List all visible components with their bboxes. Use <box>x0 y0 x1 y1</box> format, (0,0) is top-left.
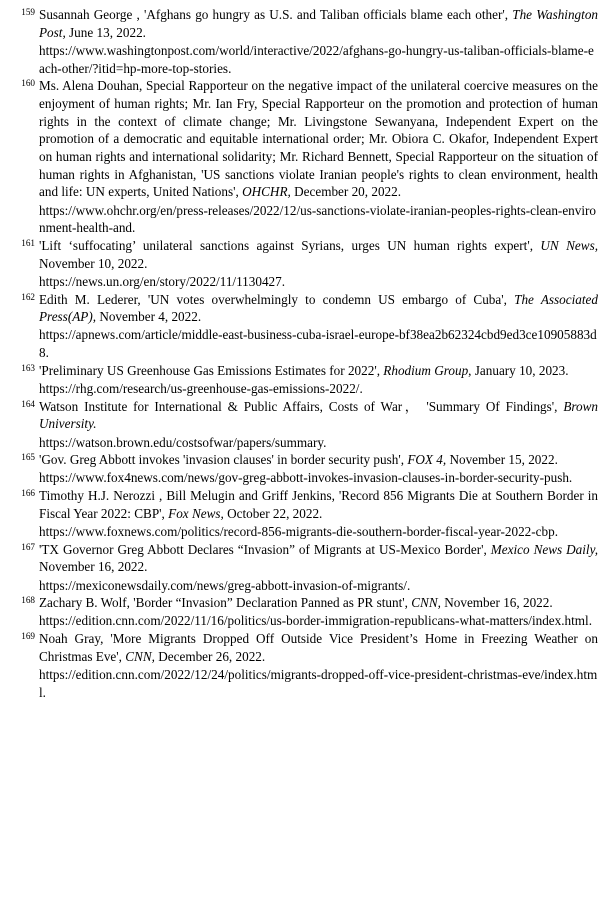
endnote-url[interactable]: https://edition.cnn.com/2022/12/24/politics/migrants-dropped-off-vice-president-christmas-eve/index.html. <box>39 666 598 700</box>
endnote-url[interactable]: https://www.foxnews.com/politics/record-856-migrants-die-southern-border-fiscal-year-2022-cbp. <box>39 523 558 539</box>
endnote-source: CNN, <box>125 648 155 664</box>
endnote <box>17 487 598 522</box>
endnote-number: 169 <box>21 631 35 642</box>
endnote-body <box>39 594 598 612</box>
endnote-url[interactable]: https://edition.cnn.com/2022/11/16/politics/us-border-immigration-republicans-what-matters/index.html. <box>39 613 593 629</box>
endnote-url[interactable]: https://www.washingtonpost.com/world/interactive/2022/afghans-go-hungry-us-taliban-officials-blame-each-other/?itid=hp-more-top-stories. <box>39 42 594 76</box>
endnote-number: 168 <box>21 595 35 606</box>
endnote-date: December 20, 2022. <box>294 184 402 200</box>
endnote-body <box>39 291 598 326</box>
endnote-body <box>39 541 598 576</box>
endnote-date: November 10, 2022. <box>39 255 148 271</box>
endnote-text: Noah Gray, 'More Migrants Dropped Off Outside Vice President’s Home in Freezing Weather on Christmas Eve', <box>39 631 598 664</box>
endnote-text: 'Lift ‘suffocating’ unilateral sanctions against Syrians, urges UN human rights expert', <box>39 237 533 253</box>
endnote-date: , January 10, 2023. <box>468 362 569 378</box>
endnote <box>17 6 598 41</box>
endnote-text: Ms. Alena Douhan, Special Rapporteur on the negative impact of the unilateral coercive measures on the enjoyment of human rights; Mr. Ian Fry, Special Rapporteur on the promotion and protection of human rights in the context of climate change; Mr. Livingstone Sewanyana, Independent Expert on the promotion of a democratic and equitable international order; Mr. Obiora C. Okafor, Independent Expert on human rights and international solidarity; Mr. Richard Bennett, Special Rapporteur on the situation of human rights in Afghanistan, 'US sanctions violate Iranian people's rights to clean environment, health and life: UN experts, United Nations', <box>39 78 598 200</box>
endnote-source: Rhodium Group <box>383 362 469 378</box>
endnote-number: 161 <box>21 237 35 248</box>
endnote-source: Fox News, <box>168 505 224 521</box>
endnote-source: FOX 4, <box>407 452 447 468</box>
endnote-url[interactable]: https://news.un.org/en/story/2022/11/1130427. <box>39 273 286 289</box>
endnote <box>17 77 598 201</box>
endnote-url[interactable]: https://www.fox4news.com/news/gov-greg-abbott-invokes-invasion-clauses-in-border-security-push. <box>39 470 573 486</box>
endnote-body <box>39 451 598 469</box>
endnote-source: The Associated Press(AP), <box>39 291 598 325</box>
endnote-source: Brown University. <box>39 398 599 432</box>
endnote-body <box>39 237 598 272</box>
endnote-source: Mexico News Daily, <box>490 541 598 557</box>
endnote-source: OHCHR, <box>242 184 291 200</box>
endnote-text: Edith M. Lederer, 'UN votes overwhelmingly to condemn US embargo of Cuba', <box>39 291 507 307</box>
endnote-source: CNN, <box>411 595 441 611</box>
endnote-body <box>39 630 598 665</box>
endnote-text: Watson Institute for International & Public Affairs, Costs of War， 'Summary Of Findings', <box>39 398 558 414</box>
endnote-date: October 22, 2022. <box>227 505 323 521</box>
endnote <box>17 630 598 665</box>
endnote-text: 'Preliminary US Greenhouse Gas Emissions Estimates for 2022', <box>39 362 380 378</box>
endnote-text: Timothy H.J. Nerozzi , Bill Melugin and Griff Jenkins, 'Record 856 Migrants Die at Southern Border in Fiscal Year 2022: CBP', <box>39 488 598 521</box>
endnote-date: December 26, 2022. <box>158 648 266 664</box>
endnote-url[interactable]: https://watson.brown.edu/costsofwar/papers/summary. <box>39 434 327 450</box>
endnote-date: November 15, 2022. <box>449 452 558 468</box>
endnote-date: June 13, 2022. <box>69 24 146 40</box>
endnote <box>17 541 598 576</box>
endnote-text: 'TX Governor Greg Abbott Declares “Invasion” of Migrants at US-Mexico Border', <box>39 541 487 557</box>
endnote-body <box>39 6 598 41</box>
endnote <box>17 291 598 326</box>
endnote-number: 163 <box>21 362 35 373</box>
endnote-text: Zachary B. Wolf, 'Border “Invasion” Declaration Panned as PR stunt', <box>39 595 408 611</box>
endnote-body <box>39 77 598 201</box>
endnote-date: November 16, 2022. <box>39 559 148 575</box>
endnote-date: November 16, 2022. <box>444 595 553 611</box>
endnote-text: Susannah George , 'Afghans go hungry as U.S. and Taliban officials blame each other', <box>39 7 509 22</box>
endnote <box>17 398 598 433</box>
endnote-body <box>39 362 598 380</box>
endnote-number: 164 <box>21 398 35 409</box>
endnote-number: 159 <box>21 7 35 17</box>
endnote <box>17 362 598 380</box>
endnote <box>17 237 598 272</box>
endnote-date: November 4, 2022. <box>99 309 202 325</box>
endnote-url[interactable]: https://rhg.com/research/us-greenhouse-gas-emissions-2022/. <box>39 380 363 396</box>
endnote-url[interactable]: https://www.ohchr.org/en/press-releases/2022/12/us-sanctions-violate-iranian-peoples-rights-clean-environment-health-and. <box>39 202 597 236</box>
endnote-body <box>39 487 598 522</box>
endnote-number: 166 <box>21 488 35 499</box>
endnote-number: 162 <box>21 291 35 302</box>
endnote-url[interactable]: https://apnews.com/article/middle-east-business-cuba-israel-europe-bf38ea2b62324cbd9ed3ce10905883d8. <box>39 327 597 361</box>
endnote-body <box>39 398 598 433</box>
endnote <box>17 451 598 469</box>
endnote-url[interactable]: https://mexiconewsdaily.com/news/greg-abbott-invasion-of-migrants/. <box>39 577 411 593</box>
endnote-text: 'Gov. Greg Abbott invokes 'invasion clauses' in border security push', <box>39 452 405 468</box>
endnote-number: 167 <box>21 541 35 552</box>
endnote <box>17 594 598 612</box>
endnote-number: 160 <box>21 78 35 89</box>
endnote-source: The Washington Post, <box>39 7 599 40</box>
endnote-source: UN News, <box>540 237 598 253</box>
endnote-number: 165 <box>21 452 35 463</box>
